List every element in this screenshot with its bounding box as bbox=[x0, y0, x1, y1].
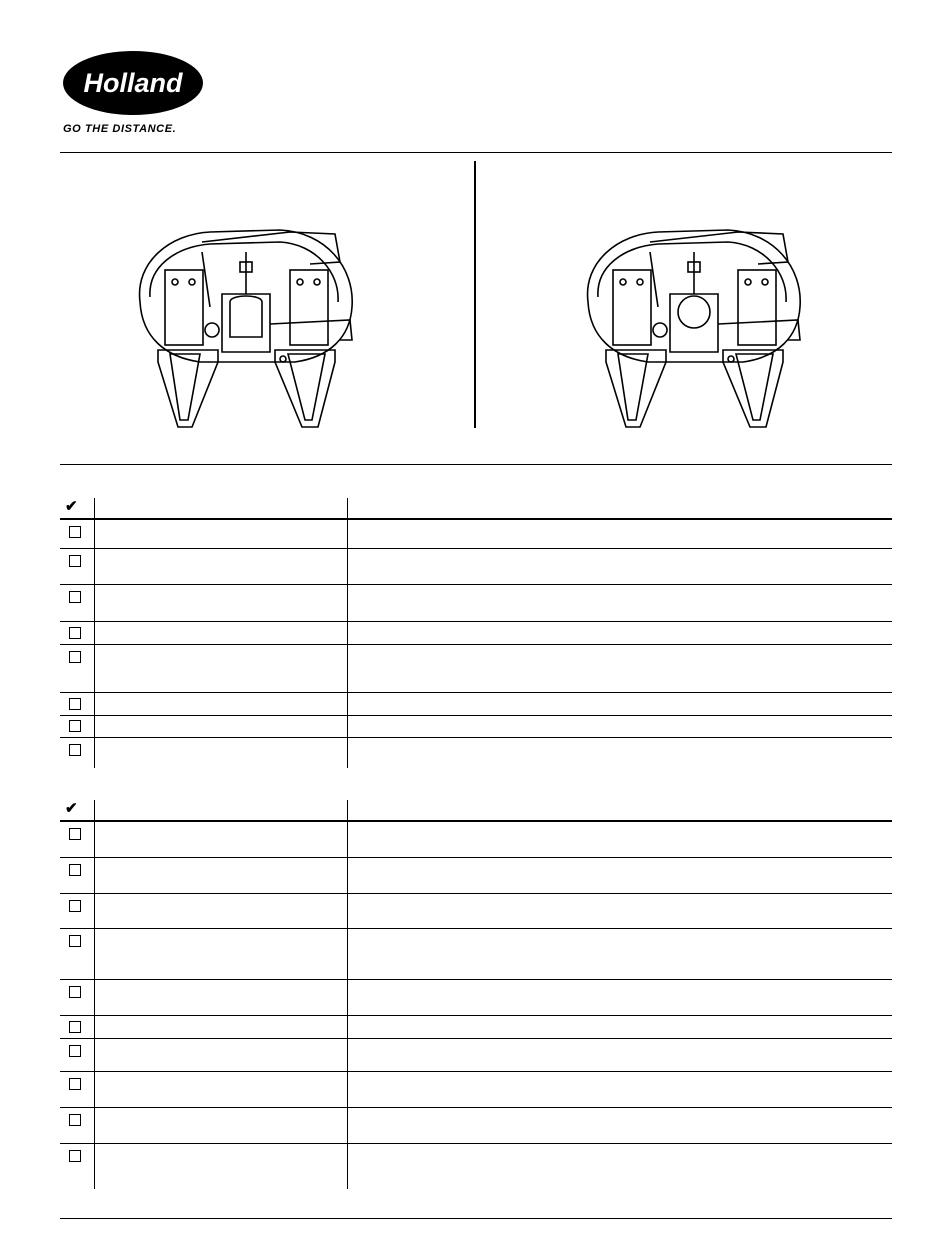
checkmark-icon: ✔ bbox=[65, 800, 78, 817]
table-row bbox=[60, 894, 892, 929]
table-row bbox=[60, 1039, 892, 1072]
table-row bbox=[60, 585, 892, 622]
table-row bbox=[60, 1072, 892, 1108]
checkbox[interactable] bbox=[69, 744, 81, 756]
table-row bbox=[60, 549, 892, 585]
section-divider bbox=[60, 464, 892, 465]
table-row bbox=[60, 980, 892, 1016]
checkbox[interactable] bbox=[69, 864, 81, 876]
checkbox[interactable] bbox=[69, 1078, 81, 1090]
table-row bbox=[60, 822, 892, 858]
table-row bbox=[60, 645, 892, 693]
checkbox[interactable] bbox=[69, 591, 81, 603]
header-divider bbox=[60, 152, 892, 153]
checkbox[interactable] bbox=[69, 1114, 81, 1126]
tagline: GO THE DISTANCE. bbox=[63, 123, 177, 135]
table-row bbox=[60, 693, 892, 716]
checkbox[interactable] bbox=[69, 627, 81, 639]
checkbox[interactable] bbox=[69, 720, 81, 732]
fifth-wheel-illustration-right bbox=[578, 222, 814, 432]
illustration-divider bbox=[474, 161, 476, 428]
table-row bbox=[60, 929, 892, 980]
checkbox[interactable] bbox=[69, 1150, 81, 1162]
table-row bbox=[60, 738, 892, 770]
table-row bbox=[60, 858, 892, 894]
table-row bbox=[60, 1144, 892, 1189]
checkbox[interactable] bbox=[69, 526, 81, 538]
checkbox[interactable] bbox=[69, 935, 81, 947]
checkmark-icon: ✔ bbox=[65, 498, 78, 515]
checkbox[interactable] bbox=[69, 555, 81, 567]
checkbox[interactable] bbox=[69, 1021, 81, 1033]
holland-logo bbox=[62, 50, 204, 116]
checkbox[interactable] bbox=[69, 900, 81, 912]
table-row bbox=[60, 622, 892, 645]
table-row bbox=[60, 520, 892, 549]
checkbox[interactable] bbox=[69, 651, 81, 663]
fifth-wheel-illustration-left bbox=[130, 222, 366, 432]
checklist-table-2 bbox=[60, 800, 892, 1189]
checkbox[interactable] bbox=[69, 1045, 81, 1057]
footer-divider bbox=[60, 1218, 892, 1219]
table-header bbox=[60, 800, 892, 822]
checkbox[interactable] bbox=[69, 986, 81, 998]
checklist-table-1 bbox=[60, 498, 892, 770]
table-row bbox=[60, 1108, 892, 1144]
logo-text: Holland bbox=[83, 68, 183, 98]
checkbox[interactable] bbox=[69, 828, 81, 840]
table-row bbox=[60, 1016, 892, 1039]
table-header bbox=[60, 498, 892, 520]
table-row bbox=[60, 716, 892, 738]
checkbox[interactable] bbox=[69, 698, 81, 710]
